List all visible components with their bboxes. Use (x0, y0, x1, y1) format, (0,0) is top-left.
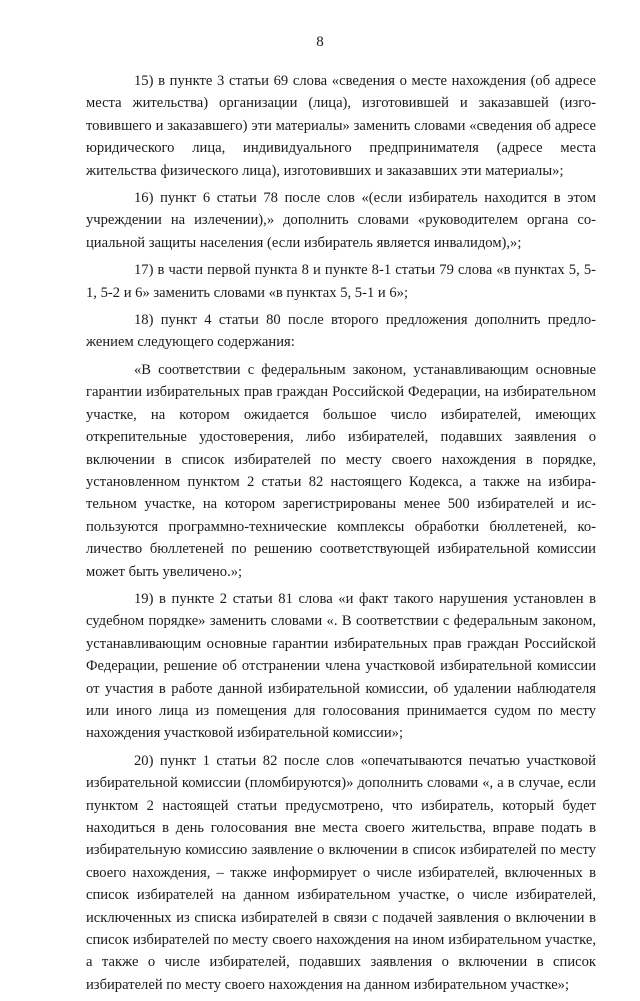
page-number: 8 (316, 34, 324, 50)
paragraph-item-18: 18) пункт 4 статьи 80 после второго предложения дополнить предложением следующего содержания: (86, 312, 596, 351)
paragraph-item-16: 16) пункт 6 статьи 78 после слов «(если избиратель находится в этом учреждении на излечении),» дополнить словами «руководителем органа социальной защиты населения (если избиратель является инвалидом),»; (86, 190, 596, 251)
paragraph-item-17: 17) в части первой пункта 8 и пункте 8-1 статьи 79 слова «в пунктах 5, 5-1, 5-2 и 6» заменить словами «в пунктах 5, 5-1 и 6»; (86, 262, 596, 301)
paragraph-item-19: 19) в пункте 2 статьи 81 слова «и факт такого нарушения установлен в судебном порядке» заменить словами «. В соответствии с федеральным законом, устанавливающим основные гарантии избирательных прав граждан Российской Федерации, решение об отстранении члена участковой избирательной комиссии от участия в работе данной избирательной комиссии, об удалении наблюдателя или иного лица из помещения для голосования принимается судом по месту нахождения участковой избирательной комиссии»; (86, 590, 596, 742)
document-body (86, 70, 596, 1001)
paragraph-item-20: 20) пункт 1 статьи 82 после слов «опечатываются печатью участковой избирательной комиссии (пломбируются)» дополнить словами «, а в случае, если пунктом 2 настоящей статьи предусмотрено, что избиратель, который будет находиться в день голосования вне места своего жительства, вправе подать в избирательную комиссию заявление о включении в список избирателей по месту своего нахождения, – также информирует о числе избирателей, включенных в список избирателей на данном избирательном участке, о числе избирателей, исключенных из списка избирателей в связи с подачей заявления о включении в список избирателей по месту своего нахождения на ином избирательном участке, а также о числе избирателей, подавших заявления о включении в список избирателей по месту своего нахождения на данном избирательном участке»; (86, 752, 596, 993)
paragraph-quoted-insert: «В соответствии с федеральным законом, устанавливающим основные гарантии избирательных прав граждан Российской Федерации, на избирательном участке, на котором ожидается большое число избирателей, имеющих открепительные удостоверения, либо избирателей, подавших заявления о включении в список избирателей по месту своего нахождения в порядке, установленном пунктом 2 статьи 82 настоящего Кодекса, а также на избирательном участке, на котором зарегистрированы менее 500 избирателей и используются программно-технические комплексы обработки бюллетеней, количество бюллетеней по решению соответствующей избирательной комиссии может быть увеличено.»; (86, 361, 596, 580)
paragraph-item-15: 15) в пункте 3 статьи 69 слова «сведения о месте нахождения (об адресе места жительства) организации (лица), изготовившей и заказавшей (изготовившего и заказавшего) эти материалы» заменить словами «сведения об адресе юридического лица, индивидуального предпринимателя (адресе места жительства физического лица), изготовивших и заказавших эти материалы»; (86, 73, 596, 179)
